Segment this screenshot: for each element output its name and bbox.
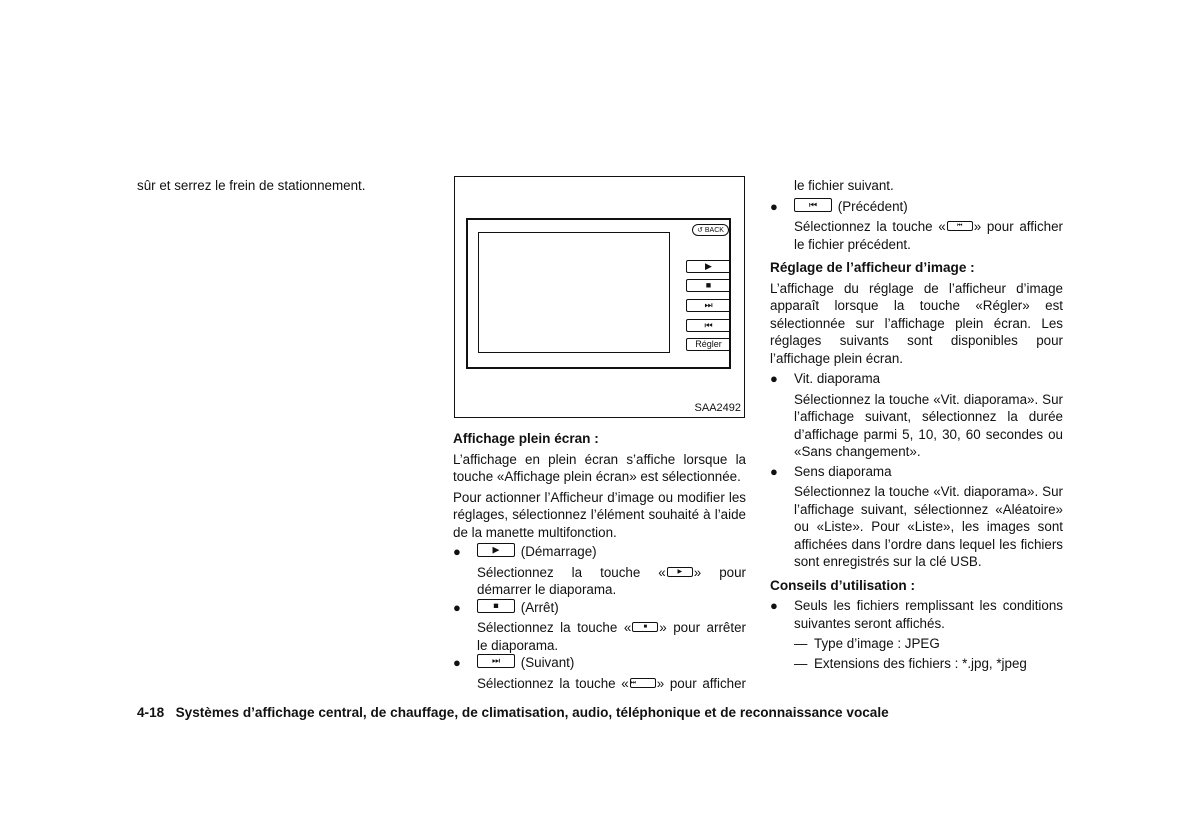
list-item-tip: ● Seuls les fichiers remplissant les conditions suivantes seront affichés. — Type d’image : JPEG — Extensions des fichiers : *.jpg, *jpeg (770, 598, 1063, 671)
list-item-next: ● ⏭ (Suivant) Sélectionnez la touche « ⏭ » pour afficher (453, 655, 746, 691)
dash-item: — Extensions des fichiers : *.jpg, *jpeg (794, 655, 1027, 671)
right-column (770, 177, 1063, 672)
stop-button: ■ (686, 279, 731, 292)
page-number: 4-18 (137, 705, 165, 720)
list-item-start: ● ▶ (Démarrage) Sélectionnez la touche « ▶ » pour démarrer le diaporama. (453, 544, 746, 597)
para-operate: Pour actionner l’Afficheur d’image ou modifier les réglages, sélectionnez l’élément souhaité à l’aide de la manette multifonction. (453, 489, 746, 540)
list-item-slide-order: ● Sens diaporama Sélectionnez la touche «Vit. diaporama». Sur l’affichage suivant, sélectionnez «Aléatoire» ou «Liste». Pour «Liste», les images sont affichées dans l’ordre dans lequel les fichiers sont enregistrés sur la clé USB. (770, 463, 1063, 569)
para-full-screen: L’affichage en plein écran s’affiche lorsque la touche «Affichage plein écran» est sélectionnée. (453, 451, 746, 484)
image-view-area (478, 232, 670, 353)
previous-icon: ⏮ (947, 221, 973, 231)
bullet-icon: ● (453, 599, 461, 615)
heading-full-screen: Affichage plein écran : (453, 431, 599, 446)
play-icon: ▶ (667, 567, 693, 577)
previous-icon: ⏮ (794, 198, 832, 212)
list-item-stop: ● ■ (Arrêt) Sélectionnez la touche « ■ » pour arrêter le diaporama. (453, 599, 746, 653)
display-screen (466, 218, 731, 369)
bullet-icon: ● (453, 655, 461, 670)
bullet-icon: ● (770, 598, 778, 613)
heading-image-settings: Réglage de l’afficheur d’image : (770, 260, 975, 275)
list-item-slide-speed: ● Vit. diaporama Sélectionnez la touche «Vit. diaporama». Sur l’affichage suivant, sélectionnez la durée d’affichage parmi 5, 10, 30, 60 secondes ou «Sans changement». (770, 371, 1063, 459)
figure-full-screen-display (454, 176, 745, 418)
page-footer (137, 704, 889, 722)
next-icon: ⏭ (477, 654, 515, 668)
heading-usage-tips: Conseils d’utilisation : (770, 577, 916, 593)
previous-button: ⏮ (686, 319, 731, 332)
stop-icon: ■ (632, 622, 658, 632)
dash-item: — Type d’image : JPEG (794, 636, 940, 651)
next-icon: ⏭ (630, 678, 656, 688)
bullet-icon: ● (453, 544, 461, 559)
bullet-icon: ● (770, 463, 778, 479)
bullet-icon: ● (770, 198, 778, 214)
play-button: ▶ (686, 260, 731, 273)
bullet-icon: ● (770, 371, 778, 386)
middle-column (453, 430, 746, 692)
adjust-button: Régler (686, 338, 731, 351)
next-button: ⏭ (686, 299, 731, 312)
left-column-text: sûr et serrez le frein de stationnement. (137, 178, 366, 193)
play-icon: ▶ (477, 543, 515, 557)
figure-code: SAA2492 (694, 402, 741, 414)
continued-text: le fichier suivant. (794, 178, 894, 193)
stop-icon: ■ (477, 599, 515, 613)
footer-title: Systèmes d’affichage central, de chauffage, de climatisation, audio, téléphonique et de reconnaissance vocale (175, 705, 889, 720)
para-image-settings: L’affichage du réglage de l’afficheur d’image apparaît lorsque la touche «Régler» est sélectionnée sur l’affichage plein écran. Les réglages suivants sont disponibles pour l’affichage plein écran. (770, 280, 1063, 366)
back-button: ↺ BACK (692, 224, 729, 236)
list-item-previous: ● ⏮ (Précédent) Sélectionnez la touche « ⏮ » pour afficher le fichier précédent. (770, 198, 1063, 252)
